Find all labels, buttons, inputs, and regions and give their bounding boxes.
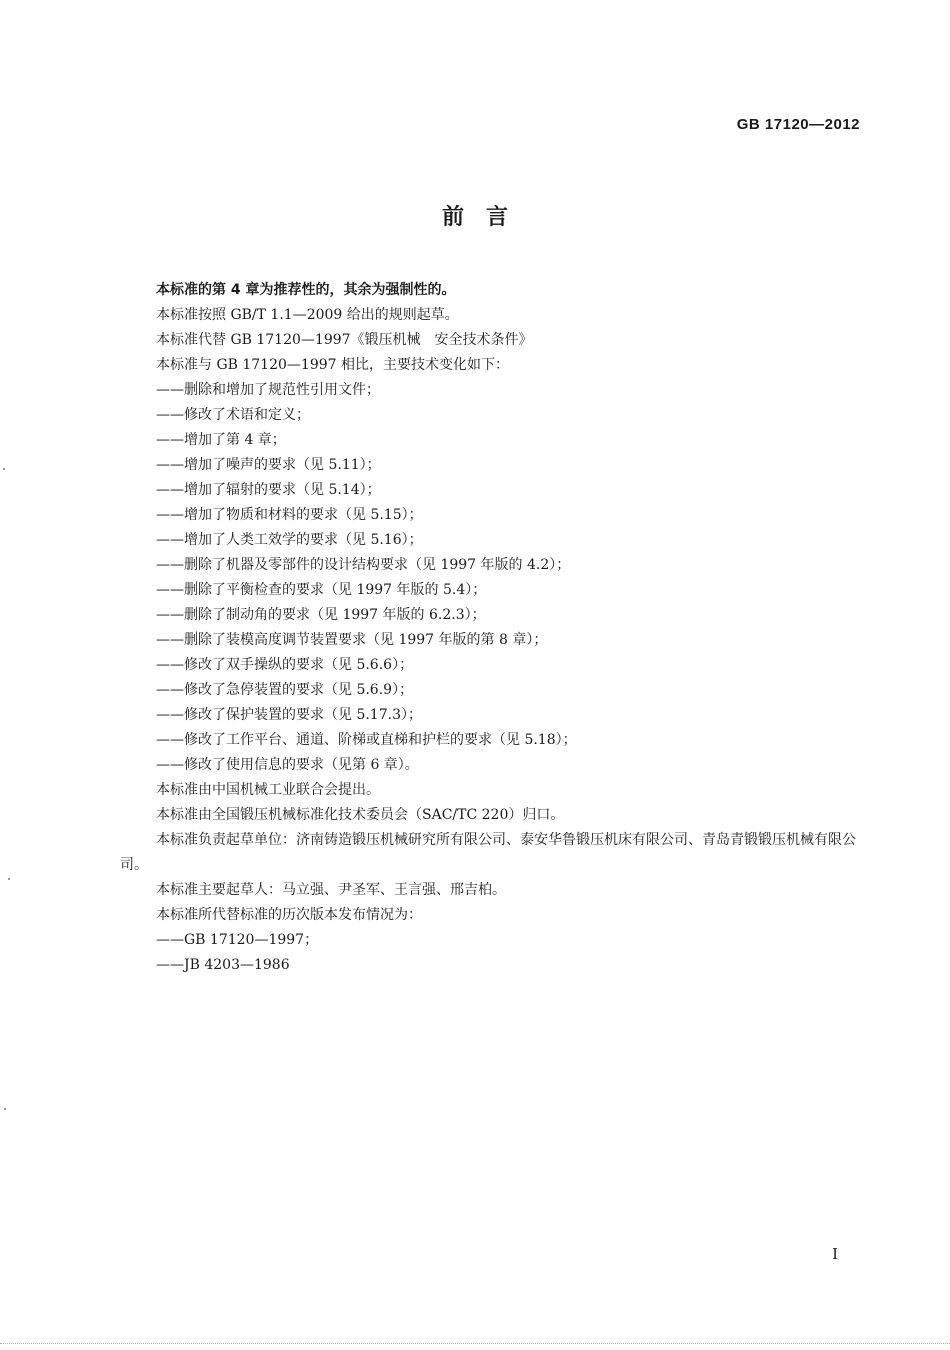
paragraph-history-intro: 本标准所代替标准的历次版本发布情况为： <box>156 907 422 923</box>
list-item: ——JB 4203—1986 <box>156 957 290 973</box>
paragraph-recommendation: 本标准的第 4 章为推荐性的，其余为强制性的。 <box>156 282 456 298</box>
list-item: ——删除了制动角的要求（见 1997 年版的 6.2.3）； <box>156 607 486 623</box>
scan-artifact <box>4 1108 6 1110</box>
standard-code: GB 17120—2012 <box>736 116 860 133</box>
list-item: ——增加了辐射的要求（见 5.14）； <box>156 482 381 498</box>
page-number: I <box>832 1245 838 1263</box>
paragraph-drafting-units: 本标准负责起草单位：济南铸造锻压机械研究所有限公司、泰安华鲁锻压机床有限公司、青岛青锻锻压机械有限公司。 <box>120 832 856 873</box>
list-item: ——修改了工作平台、通道、阶梯或直梯和护栏的要求（见 5.18）； <box>156 732 577 748</box>
list-item: ——增加了人类工效学的要求（见 5.16）； <box>156 532 423 548</box>
changes-list <box>120 378 862 778</box>
list-item: ——增加了物质和材料的要求（见 5.15）； <box>156 507 423 523</box>
scan-artifact <box>3 468 5 470</box>
list-item: ——增加了第 4 章； <box>156 432 286 448</box>
scan-artifact <box>8 878 10 880</box>
paragraph-proposed-by: 本标准由中国机械工业联合会提出。 <box>156 782 380 798</box>
list-item: ——修改了急停装置的要求（见 5.6.9）； <box>156 682 414 698</box>
list-item: ——增加了噪声的要求（见 5.11）； <box>156 457 381 473</box>
paragraph-administered-by: 本标准由全国锻压机械标准化技术委员会（SAC/TC 220）归口。 <box>156 807 565 823</box>
list-item: ——删除了平衡检查的要求（见 1997 年版的 5.4）； <box>156 582 487 598</box>
list-item: ——删除和增加了规范性引用文件； <box>156 382 380 398</box>
paragraph-changes-intro: 本标准与 GB 17120—1997 相比，主要技术变化如下： <box>156 357 509 373</box>
page-title: 前 言 <box>441 205 508 230</box>
list-item: ——修改了术语和定义； <box>156 407 310 423</box>
list-item: ——修改了使用信息的要求（见第 6 章）。 <box>156 757 419 773</box>
paragraph-drafting-rules: 本标准按照 GB/T 1.1—2009 给出的规则起草。 <box>156 307 459 323</box>
list-item: ——GB 17120—1997； <box>156 932 319 948</box>
list-item: ——修改了保护装置的要求（见 5.17.3）； <box>156 707 422 723</box>
page-bottom-edge <box>0 1343 950 1344</box>
history-list <box>120 928 862 978</box>
foreword-body <box>120 278 862 978</box>
list-item: ——修改了双手操纵的要求（见 5.6.6）； <box>156 657 414 673</box>
paragraph-replaces: 本标准代替 GB 17120—1997《锻压机械 安全技术条件》 <box>156 332 533 348</box>
paragraph-drafters: 本标准主要起草人：马立强、尹圣军、王言强、邢吉柏。 <box>156 882 506 898</box>
list-item: ——删除了装模高度调节装置要求（见 1997 年版的第 8 章）； <box>156 632 548 648</box>
list-item: ——删除了机器及零部件的设计结构要求（见 1997 年版的 4.2）； <box>156 557 571 573</box>
